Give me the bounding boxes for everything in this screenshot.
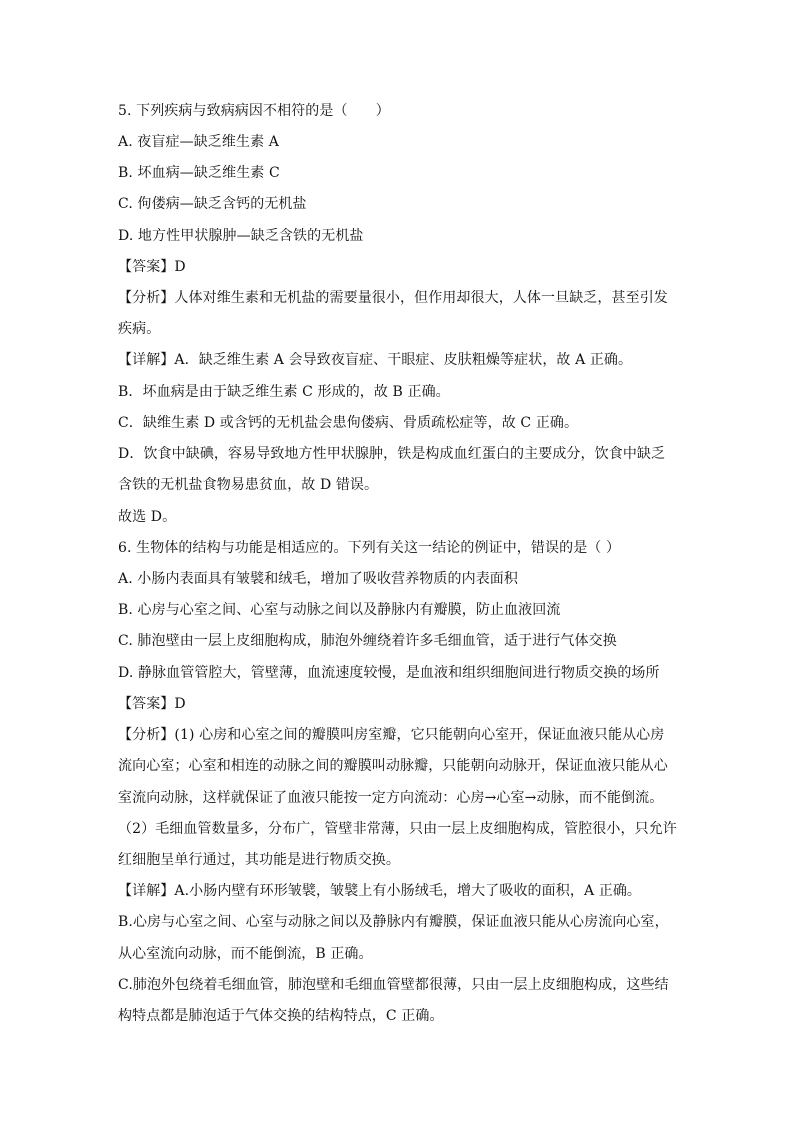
- question-6-answer: 【答案】D: [118, 696, 186, 712]
- question-5-option-c: C. 佝偻病—缺乏含钙的无机盐: [118, 196, 307, 212]
- question-6-analysis-line-3: 室流向动脉，这样就保证了血液只能按一定方向流动：心房→心室→动脉，而不能倒流。: [118, 790, 664, 806]
- question-6-analysis-line-4: （2）毛细血管数量多，分布广，管壁非常薄，只由一层上皮细胞构成，管腔很小，只允许: [118, 821, 677, 837]
- question-5-option-b: B. 坏血病—缺乏维生素 C: [118, 165, 280, 181]
- question-6-detail-line-5: 构特点都是肺泡适于气体交换的结构特点，C 正确。: [118, 1008, 444, 1024]
- question-6-analysis-line-2: 流向心室；心室和相连的动脉之间的瓣膜叫动脉瓣，只能朝向动脉开，保证血液只能从心: [118, 758, 668, 774]
- question-6-option-b: B. 心房与心室之间、心室与动脉之间以及静脉内有瓣膜，防止血液回流: [118, 602, 561, 618]
- question-6-analysis-line-1: 【分析】(1) 心房和心室之间的瓣膜叫房室瓣，它只能朝向心室开，保证血液只能从心房: [118, 727, 665, 743]
- question-5-analysis-line-2: 疾病。: [118, 321, 161, 337]
- question-6-detail-line-4: C.肺泡外包绕着毛细血管，肺泡壁和毛细血管壁都很薄，只由一层上皮细胞构成，这些结: [118, 977, 669, 993]
- question-6-detail-line-2: B.心房与心室之间、心室与动脉之间以及静脉内有瓣膜，保证血液只能从心房流向心室，: [118, 914, 669, 930]
- question-6-detail-line-1: 【详解】A.小肠内壁有环形皱襞，皱襞上有小肠绒毛，增大了吸收的面积，A 正确。: [118, 883, 642, 899]
- question-6-option-a: A. 小肠内表面具有皱襞和绒毛，增加了吸收营养物质的内表面积: [118, 571, 519, 587]
- question-5-detail-line-4: D．饮食中缺碘，容易导致地方性甲状腺肿，铁是构成血红蛋白的主要成分，饮食中缺乏: [118, 446, 666, 462]
- question-5-detail-line-1: 【详解】A．缺乏维生素 A 会导致夜盲症、干眼症、皮肤粗燥等症状，故 A 正确。: [118, 352, 633, 368]
- question-5-detail-line-5: 含铁的无机盐食物易患贫血，故 D 错误。: [118, 477, 379, 493]
- question-6-detail-line-3: 从心室流向动脉，而不能倒流，B 正确。: [118, 946, 373, 962]
- question-6-option-c: C. 肺泡壁由一层上皮细胞构成，肺泡外缠绕着许多毛细血管，适于进行气体交换: [118, 633, 617, 649]
- question-5-analysis-line-1: 【分析】人体对维生素和无机盐的需要量很小，但作用却很大，人体一旦缺乏，甚至引发: [118, 290, 668, 306]
- question-5-conclusion: 故选 D。: [118, 509, 177, 525]
- question-5-stem: 5. 下列疾病与致病病因不相符的是（ ）: [118, 103, 390, 119]
- question-5-option-a: A. 夜盲症—缺乏维生素 A: [118, 134, 279, 150]
- question-6-stem: 6. 生物体的结构与功能是相适应的。下列有关这一结论的例证中，错误的是（ ）: [118, 540, 621, 556]
- question-5-answer: 【答案】D: [118, 259, 186, 275]
- question-6-analysis-line-5: 红细胞呈单行通过，其功能是进行物质交换。: [118, 852, 400, 868]
- question-5-detail-line-3: C．缺维生素 D 或含钙的无机盐会患佝偻病、骨质疏松症等，故 C 正确。: [118, 415, 579, 431]
- question-5-detail-line-2: B．坏血病是由于缺乏维生素 C 形成的，故 B 正确。: [118, 384, 450, 400]
- question-6-option-d: D. 静脉血管管腔大，管壁薄，血流速度较慢，是血液和组织细胞间进行物质交换的场所: [118, 665, 660, 681]
- question-5-option-d: D. 地方性甲状腺肿—缺乏含铁的无机盐: [118, 228, 364, 244]
